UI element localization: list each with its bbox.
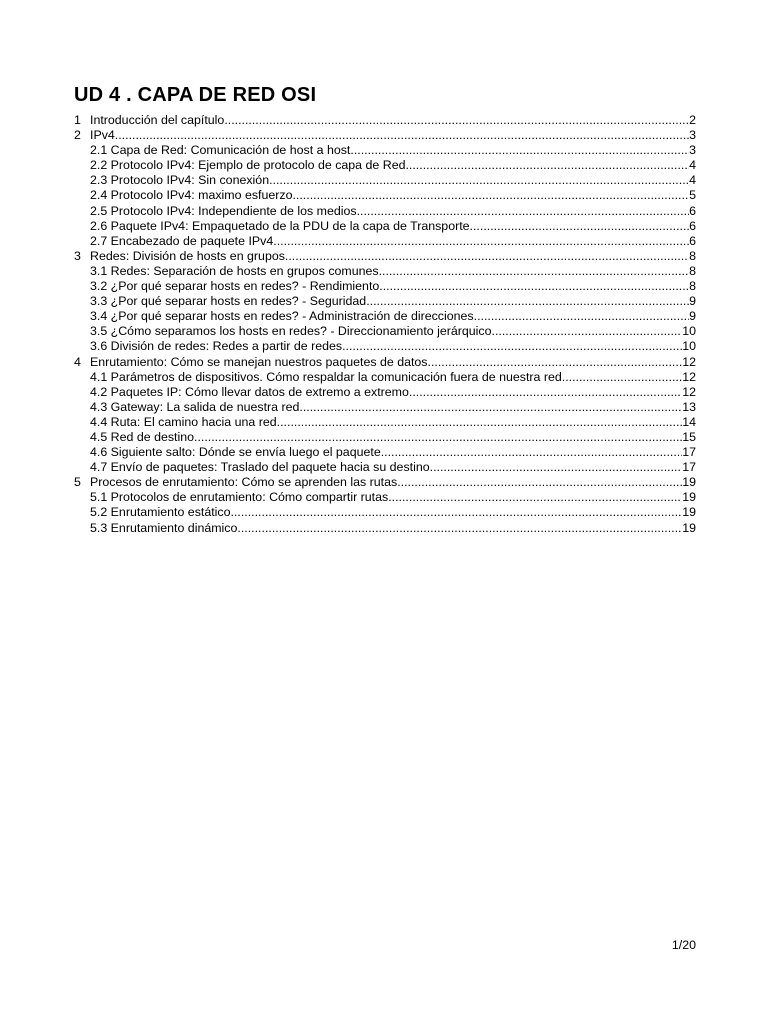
toc-entry-title: Introducción del capítulo (90, 113, 225, 127)
toc-entry-page: 6 (689, 233, 696, 248)
toc-entry-title: 4.4 Ruta: El camino hacia una red (90, 414, 277, 429)
toc-entry-page: 17 (682, 460, 696, 475)
toc-dot-leader (277, 415, 683, 430)
page-number: 1/20 (671, 938, 696, 952)
toc-entry-page: 6 (689, 203, 696, 218)
toc-entry-title: 3.1 Redes: Separación de hosts en grupos comunes (90, 263, 379, 278)
toc-entry-title: 4.6 Siguiente salto: Dónde se envía luego el paquete (90, 445, 381, 460)
toc-entry-title: 5.3 Enrutamiento dinámico (90, 520, 238, 535)
toc-entry[interactable] (74, 475, 696, 490)
toc-entry[interactable] (74, 460, 696, 475)
toc-dot-leader (224, 113, 689, 128)
toc-entry[interactable] (74, 415, 696, 430)
toc-entry[interactable] (74, 430, 696, 445)
toc-dot-leader (381, 445, 682, 460)
toc-entry[interactable] (74, 505, 696, 520)
toc-entry[interactable] (74, 249, 696, 264)
toc-entry[interactable] (74, 324, 696, 339)
toc-dot-leader (405, 158, 689, 173)
toc-entry-page: 12 (682, 354, 696, 369)
toc-dot-leader (273, 234, 689, 249)
toc-entry-page: 3 (689, 143, 696, 158)
toc-entry[interactable] (74, 279, 696, 294)
toc-entry-title: 5.1 Protocolos de enrutamiento: Cómo compartir rutas (90, 490, 389, 505)
toc-entry[interactable] (74, 521, 696, 536)
toc-entry-title: 3.5 ¿Cómo separamos los hosts en redes? - Direccionamiento jerárquico (90, 324, 492, 339)
toc-entry-page: 4 (689, 158, 696, 173)
toc-dot-leader (397, 475, 682, 490)
toc-entry-page: 9 (689, 309, 696, 324)
toc-entry-number: 4 (74, 354, 81, 369)
toc-entry-title: 2.1 Capa de Red: Comunicación de host a host (90, 143, 351, 158)
toc-entry-title: Enrutamiento: Cómo se manejan nuestros paquetes de datos (90, 354, 428, 369)
toc-entry-title: 3.2 ¿Por qué separar hosts en redes? - Rendimiento (90, 279, 380, 294)
toc-entry-page: 19 (682, 505, 696, 520)
toc-entry[interactable] (74, 173, 696, 188)
toc-dot-leader (285, 249, 689, 264)
toc-entry[interactable] (74, 188, 696, 203)
toc-entry-page: 3 (689, 128, 696, 143)
toc-entry-page: 10 (682, 324, 696, 339)
toc-dot-leader (115, 128, 689, 143)
toc-entry-page: 12 (682, 384, 696, 399)
toc-entry-page: 5 (689, 188, 696, 203)
toc-entry-title: 4.7 Envío de paquetes: Traslado del paquete hacia su destino (90, 460, 430, 475)
toc-entry-title: 2.4 Protocolo IPv4: maximo esfuerzo (90, 188, 293, 203)
toc-entry-title: 3.6 División de redes: Redes a partir de redes (90, 339, 343, 354)
toc-entry[interactable] (74, 309, 696, 324)
toc-dot-leader (492, 324, 683, 339)
toc-entry-title: IPv4 (90, 128, 115, 143)
toc-entry-title: 5.2 Enrutamiento estático (90, 505, 231, 520)
toc-entry-title: 2.7 Encabezado de paquete IPv4 (90, 233, 274, 248)
toc-dot-leader (428, 355, 683, 370)
toc-entry[interactable] (74, 339, 696, 354)
table-of-contents (74, 113, 696, 536)
toc-entry-title: Procesos de enrutamiento: Cómo se aprenden las rutas (90, 475, 398, 490)
toc-entry-title: 4.2 Paquetes IP: Cómo llevar datos de extremo a extremo (90, 384, 409, 399)
toc-dot-leader (388, 490, 682, 505)
toc-dot-leader (409, 385, 682, 400)
toc-entry-number: 3 (74, 248, 81, 263)
toc-entry-page: 13 (682, 399, 696, 414)
toc-entry[interactable] (74, 370, 696, 385)
toc-entry-page: 9 (689, 294, 696, 309)
toc-entry-title: 2.2 Protocolo IPv4: Ejemplo de protocolo de capa de Red (90, 158, 406, 173)
toc-dot-leader (194, 430, 682, 445)
toc-entry-page: 2 (689, 113, 696, 127)
toc-dot-leader (474, 309, 689, 324)
toc-dot-leader (342, 339, 682, 354)
toc-dot-leader (350, 143, 689, 158)
toc-entry-title: 2.5 Protocolo IPv4: Independiente de los medios (90, 203, 357, 218)
toc-entry-page: 8 (689, 263, 696, 278)
toc-entry-title: 3.4 ¿Por qué separar hosts en redes? - Administración de direcciones (90, 309, 474, 324)
toc-entry-page: 10 (682, 339, 696, 354)
toc-entry-number: 2 (74, 128, 81, 143)
toc-entry-title: 3.3 ¿Por qué separar hosts en redes? - Seguridad (90, 294, 367, 309)
toc-entry-page: 15 (682, 429, 696, 444)
toc-entry-page: 12 (682, 369, 696, 384)
toc-entry-title: 4.5 Red de destino (90, 429, 195, 444)
toc-entry[interactable] (74, 294, 696, 309)
toc-entry-page: 17 (682, 445, 696, 460)
toc-entry[interactable] (74, 158, 696, 173)
toc-entry[interactable] (74, 204, 696, 219)
toc-entry-page: 6 (689, 218, 696, 233)
toc-dot-leader (430, 460, 683, 475)
toc-entry[interactable] (74, 400, 696, 415)
toc-entry-title: 4.1 Parámetros de dispositivos. Cómo respaldar la comunicación fuera de nuestra red (90, 369, 562, 384)
toc-entry-title: 2.6 Paquete IPv4: Empaquetado de la PDU de la capa de Transporte (90, 218, 470, 233)
toc-dot-leader (292, 188, 689, 203)
toc-entry-number: 1 (74, 113, 81, 127)
toc-entry-page: 8 (689, 248, 696, 263)
toc-dot-leader (299, 400, 682, 415)
toc-dot-leader (366, 294, 689, 309)
toc-entry[interactable] (74, 143, 696, 158)
toc-dot-leader (231, 505, 683, 520)
toc-dot-leader (379, 279, 689, 294)
toc-dot-leader (562, 370, 682, 385)
toc-entry[interactable] (74, 385, 696, 400)
toc-entry[interactable] (74, 445, 696, 460)
toc-entry[interactable] (74, 234, 696, 249)
toc-entry-page: 14 (682, 414, 696, 429)
toc-entry-page: 8 (689, 279, 696, 294)
toc-dot-leader (357, 204, 690, 219)
toc-entry[interactable] (74, 219, 696, 234)
toc-entry[interactable] (74, 113, 696, 128)
toc-entry[interactable] (74, 355, 696, 370)
toc-entry-page: 19 (682, 475, 696, 490)
toc-entry[interactable] (74, 264, 696, 279)
toc-dot-leader (269, 173, 689, 188)
toc-entry-number: 5 (74, 475, 81, 490)
page-title: UD 4 . CAPA DE RED OSI (74, 84, 317, 106)
toc-entry[interactable] (74, 128, 696, 143)
toc-entry-title: 2.3 Protocolo IPv4: Sin conexión (90, 173, 270, 188)
toc-dot-leader (237, 521, 682, 536)
toc-entry-page: 19 (682, 490, 696, 505)
toc-entry-title: 4.3 Gateway: La salida de nuestra red (90, 399, 300, 414)
toc-dot-leader (379, 264, 689, 279)
toc-entry[interactable] (74, 490, 696, 505)
toc-dot-leader (470, 219, 690, 234)
toc-entry-title: Redes: División de hosts en grupos (90, 248, 285, 263)
toc-entry-page: 4 (689, 173, 696, 188)
toc-entry-page: 19 (682, 520, 696, 535)
